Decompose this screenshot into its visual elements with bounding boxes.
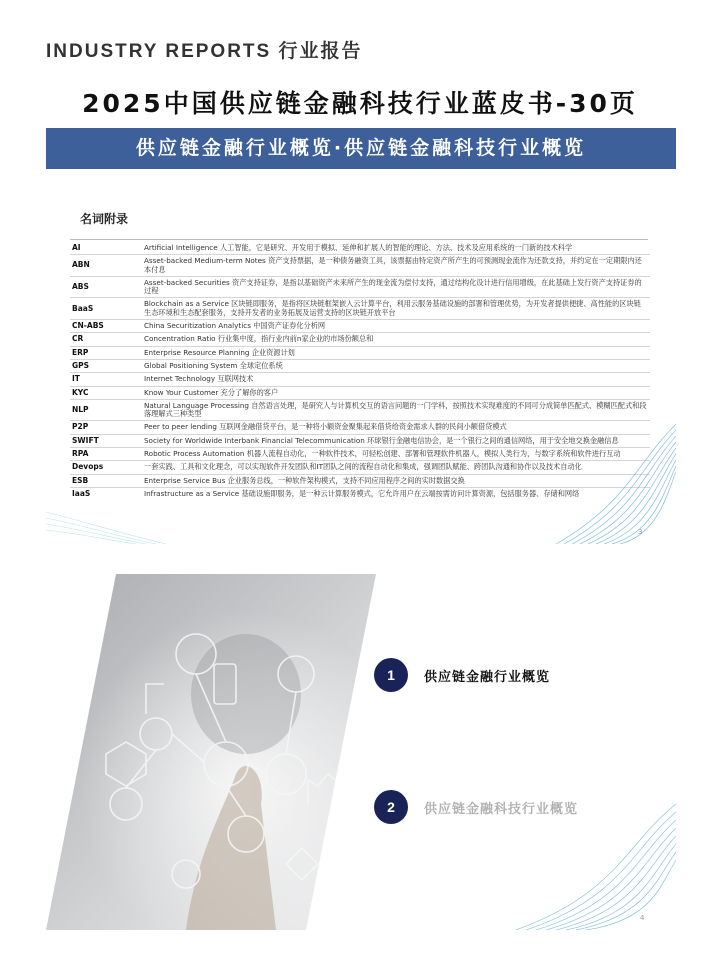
- glossary-row: [70, 276, 650, 298]
- glossary-desc: Natural Language Processing 自然语言处理，是研究人与计算机交互的语言问题的一门学科，按照技术实现难度的不同可分成简单匹配式、模糊匹配式和段落理解式三种类型: [142, 399, 650, 421]
- glossary-abbr: IT: [70, 373, 142, 386]
- glossary-desc: Internet Technology 互联网技术: [142, 373, 650, 386]
- wave-decoration-bottom: [486, 804, 676, 930]
- glossary-desc: Society for Worldwide Interbank Financial Telecommunication 环球银行金融电信协会，是一个银行之间的通信网络，用于安全地交换金融信息: [142, 434, 650, 447]
- glossary-row: [70, 255, 650, 277]
- glossary-desc: Concentration Ratio 行业集中度，指行业内前n家企业的市场份额总和: [142, 333, 650, 346]
- glossary-row: [70, 373, 650, 386]
- glossary-abbr: KYC: [70, 386, 142, 399]
- section-banner: 供应链金融行业概览·供应链金融科技行业概览: [46, 128, 676, 169]
- item-number-1: 1: [374, 658, 408, 692]
- glossary-row: [70, 298, 650, 320]
- glossary-abbr: ABN: [70, 255, 142, 277]
- glossary-row: [70, 359, 650, 372]
- glossary-abbr: CN-ABS: [70, 320, 142, 333]
- glossary-desc: Asset-backed Securities 资产支持证券，是指以基础资产未来所产生的现金流为偿付支持，通过结构化设计进行信用增级，在此基础上发行资产支持证券的过程: [142, 276, 650, 298]
- glossary-desc: Artificial Intelligence 人工智能，它是研究、开发用于模拟、延伸和扩展人的智能的理论、方法、技术及应用系统的一门新的技术科学: [142, 242, 650, 255]
- glossary-abbr: P2P: [70, 421, 142, 434]
- glossary-slide: [46, 192, 676, 544]
- glossary-abbr: SWIFT: [70, 434, 142, 447]
- page-number: 3: [638, 528, 643, 536]
- glossary-divider: [70, 239, 648, 240]
- glossary-desc: Peer to peer lending 互联网金融借贷平台，是一种将小额资金聚集起来借贷给资金需求人群的民间小额借贷模式: [142, 421, 650, 434]
- glossary-desc: Enterprise Resource Planning 企业资源计划: [142, 346, 650, 359]
- glossary-desc: Blockchain as a Service 区块链即服务，是指将区块链框架嵌入云计算平台，利用云服务基础设施的部署和管理优势，为开发者提供便捷、高性能的区块链生态环境和生态配套服务，支持开发者的业务拓展及运营支持的区块链开放平台: [142, 298, 650, 320]
- glossary-row: [70, 242, 650, 255]
- item-label-2: 供应链金融科技行业概览: [424, 802, 579, 817]
- report-title: 2025中国供应链金融科技行业蓝皮书-30页: [82, 89, 638, 118]
- glossary-desc: Robotic Process Automation 机器人流程自动化，一种软件技术，可轻松创建、部署和管理软件机器人，模拟人类行为，与数字系统和软件进行互动: [142, 448, 650, 461]
- glossary-abbr: Devops: [70, 461, 142, 474]
- wave-decoration: [516, 424, 676, 544]
- glossary-desc: Infrastructure as a Service 基础设施即服务，是一种云计算服务模式，它允许用户在云端按需访问计算资源，包括服务器、存储和网络: [144, 488, 580, 498]
- glossary-abbr: BaaS: [70, 298, 142, 320]
- glossary-abbr: IaaS: [72, 488, 91, 498]
- glossary-desc: Asset-backed Medium-term Notes 资产支持票据，是一种债务融资工具，该票据由特定资产所产生的可预测现金流作为还款支持，并约定在一定期限内还本付息: [142, 255, 650, 277]
- glossary-abbr: CR: [70, 333, 142, 346]
- item-number-2: 2: [374, 790, 408, 824]
- header-tag: INDUSTRY REPORTS 行业报告: [46, 41, 363, 62]
- glossary-abbr: ERP: [70, 346, 142, 359]
- glossary-title: 名词附录: [80, 212, 129, 226]
- glossary-row: [70, 386, 650, 399]
- tech-hand-image: [46, 574, 376, 930]
- glossary-row: [70, 346, 650, 359]
- glossary-abbr: ESB: [70, 474, 142, 487]
- glossary-abbr: ABS: [70, 276, 142, 298]
- glossary-abbr: AI: [70, 242, 142, 255]
- glossary-desc: Know Your Customer 充分了解你的客户: [142, 386, 650, 399]
- glossary-abbr: NLP: [70, 399, 142, 421]
- glossary-abbr: RPA: [70, 448, 142, 461]
- glossary-row: [70, 399, 650, 421]
- glossary-desc: Global Positioning System 全球定位系统: [142, 359, 650, 372]
- glossary-abbr: GPS: [70, 359, 142, 372]
- wave-decoration-left: [46, 492, 166, 544]
- page-number: 4: [640, 914, 645, 922]
- glossary-row: [70, 333, 650, 346]
- glossary-desc: Enterprise Service Bus 企业服务总线，一种软件架构模式，支持不同应用程序之间的实时数据交换: [142, 474, 650, 487]
- glossary-desc: China Securitization Analytics 中国资产证券化分析网: [142, 320, 650, 333]
- contents-slide: [46, 574, 676, 930]
- glossary-row: [70, 320, 650, 333]
- glossary-desc: 一套实践、工具和文化理念，可以实现软件开发团队和IT团队之间的流程自动化和集成，强调团队赋能、跨团队沟通和协作以及技术自动化: [142, 461, 650, 474]
- item-label-1: 供应链金融行业概览: [424, 670, 551, 685]
